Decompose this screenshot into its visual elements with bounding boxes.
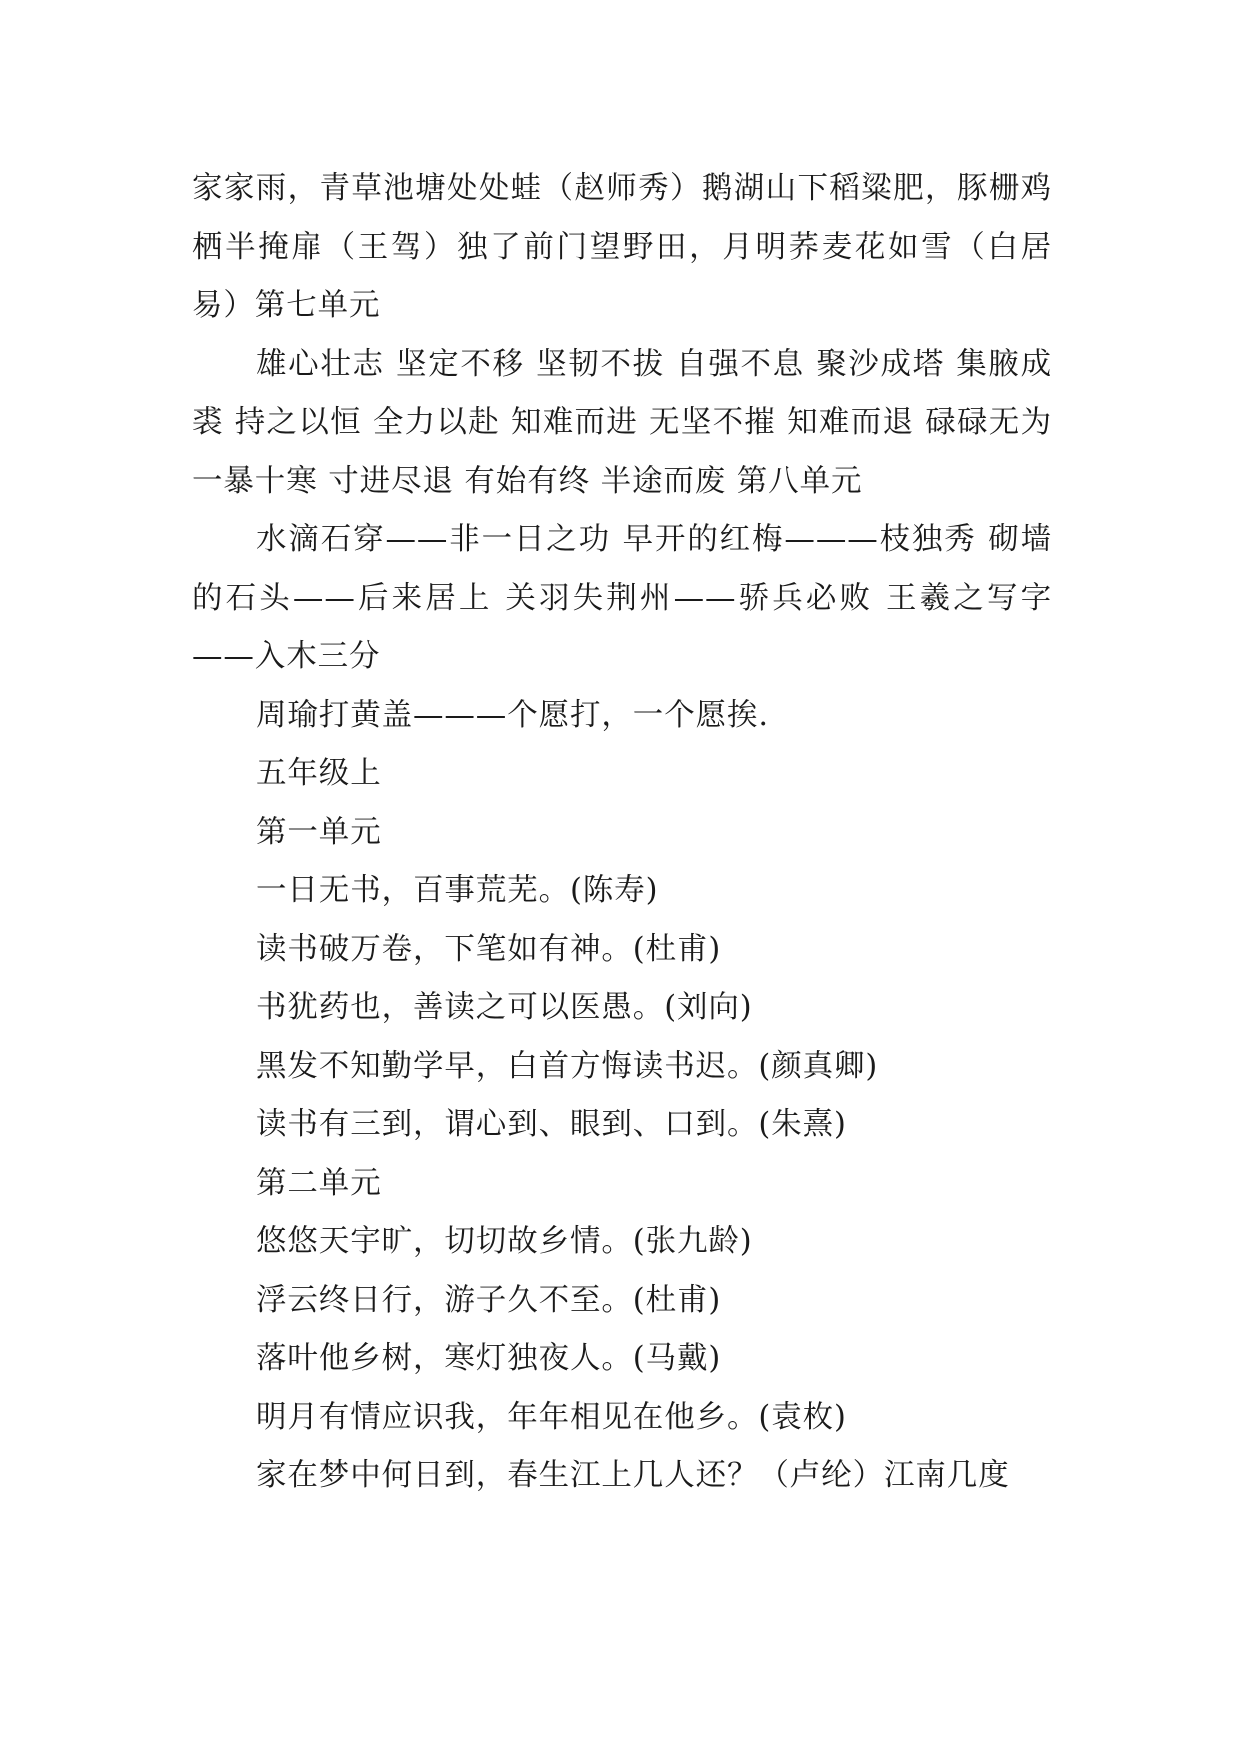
unit-heading: 第一单元	[256, 814, 382, 850]
document-page	[192, 160, 1063, 1506]
quote-line: 黑发不知勤学早，白首方悔读书迟。(颜真卿)	[256, 1048, 879, 1084]
quote-line: 落叶他乡树，寒灯独夜人。(马戴)	[256, 1341, 722, 1376]
unit-heading: 第二单元	[256, 1165, 382, 1201]
quote-line: 家在梦中何日到，春生江上几人还？（卢纶）江南几度	[256, 1458, 1010, 1493]
section-heading: 五年级上	[256, 756, 382, 791]
quote-line: 悠悠天宇旷，切切故乡情。(张九龄)	[256, 1224, 753, 1259]
quote-line: 读书破万卷，下笔如有神。(杜甫)	[256, 931, 722, 967]
paragraph: 周瑜打黄盖———个愿打，一个愿挨.	[256, 697, 769, 733]
paragraph: 水滴石穿——非一日之功 早开的红梅———枝独秀 砌墙的石头——后来居上 关羽失荆州——骄兵必败 王羲之写字——入木三分	[192, 522, 1052, 674]
quote-line: 读书有三到，谓心到、眼到、口到。(朱熹)	[256, 1107, 847, 1142]
quote-line: 浮云终日行，游子久不至。(杜甫)	[256, 1282, 722, 1318]
quote-line: 明月有情应识我，年年相见在他乡。(袁枚)	[256, 1399, 847, 1435]
quote-line: 书犹药也，善读之可以医愚。(刘向)	[256, 990, 753, 1025]
paragraph: 雄心壮志 坚定不移 坚韧不拔 自强不息 聚沙成塔 集腋成裘 持之以恒 全力以赴 知难而进 无坚不摧 知难而退 碌碌无为 一暴十寒 寸进尽退 有始有终 半途而废 第八单元	[192, 346, 1063, 499]
quote-line: 一日无书，百事荒芜。(陈寿)	[256, 873, 659, 908]
paragraph: 家家雨，青草池塘处处蛙（赵师秀）鹅湖山下稻粱肥，豚栅鸡栖半掩扉（王驾）独了前门望野田，月明荞麦花如雪（白居易）第七单元	[192, 171, 1052, 323]
